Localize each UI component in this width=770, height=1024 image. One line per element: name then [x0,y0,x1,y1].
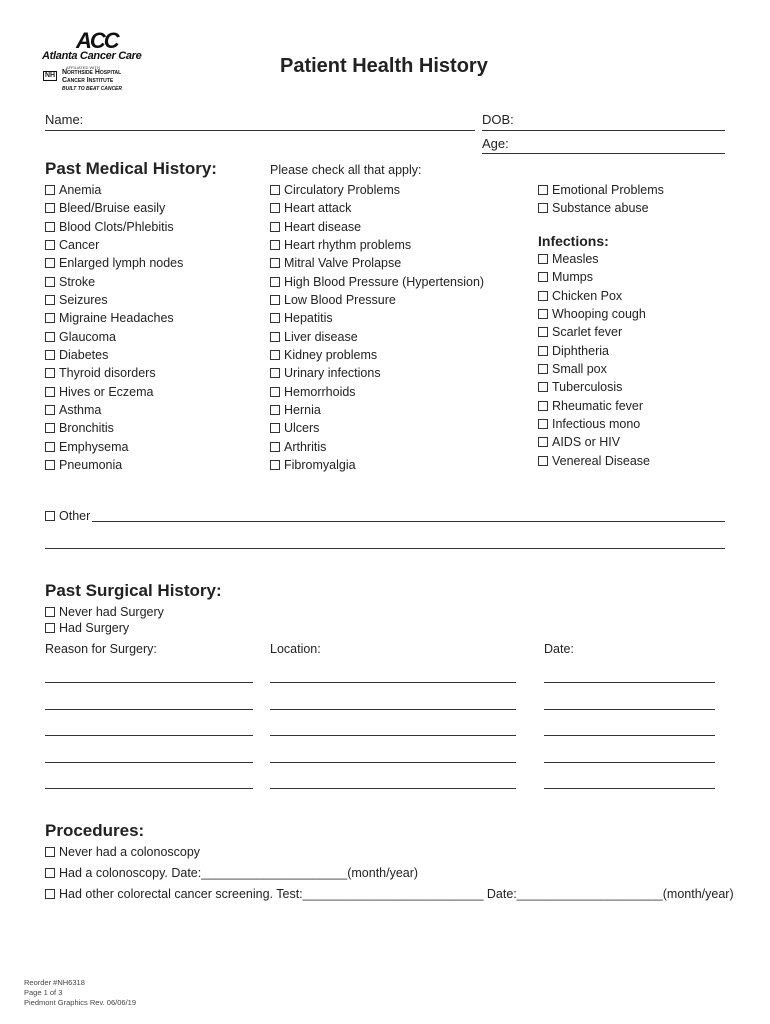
condition-label: Ulcers [284,421,320,436]
medical-list-col2 [270,181,484,475]
reason-field[interactable] [45,709,253,710]
reason-field[interactable] [45,735,253,736]
condition-item[interactable] [45,364,183,382]
condition-item[interactable] [45,346,183,364]
location-field[interactable] [270,788,516,789]
condition-item[interactable] [270,291,484,309]
condition-label: Cancer [59,238,100,253]
condition-label: Hepatitis [284,311,333,326]
condition-item[interactable] [270,236,484,254]
checkbox[interactable] [538,309,548,319]
age-field[interactable] [482,153,725,154]
condition-label: Heart attack [284,201,352,216]
surgery-option-label: Had Surgery [59,621,130,635]
condition-item[interactable] [45,291,183,309]
infection-item[interactable] [538,360,650,378]
screening-date-field[interactable]: _____________________ [516,887,663,901]
checkbox[interactable] [45,511,55,521]
checkbox[interactable] [270,222,280,232]
reason-field[interactable] [45,788,253,789]
checkbox[interactable] [270,460,280,470]
location-field[interactable] [270,682,516,683]
condition-label: Substance abuse [552,201,649,216]
age-label: Age: [482,136,509,151]
condition-item[interactable] [270,254,484,272]
colonoscopy-date-field[interactable]: _____________________ [201,866,348,880]
check-instruction: Please check all that apply: [270,163,422,177]
condition-label: Fibromyalgia [284,458,356,473]
date-field[interactable] [544,788,715,789]
condition-item[interactable] [45,309,183,327]
infection-label: Scarlet fever [552,325,623,340]
condition-item[interactable] [270,419,484,437]
condition-item[interactable] [270,199,484,217]
condition-label: Stroke [59,274,96,289]
checkbox[interactable] [538,419,548,429]
logo-hospital: Northside Hospital Cancer Institute [62,69,122,84]
infection-label: Whooping cough [552,307,646,322]
checkbox[interactable] [45,889,55,899]
checkbox[interactable] [45,460,55,470]
condition-item[interactable] [270,218,484,236]
infection-label: Diphtheria [552,343,609,358]
checkbox[interactable] [270,350,280,360]
condition-item[interactable] [270,328,484,346]
infections-heading: Infections: [538,233,609,249]
other-checkbox-item[interactable]: Other [45,509,90,523]
condition-item[interactable] [270,401,484,419]
infection-item[interactable] [538,397,650,415]
condition-label: Kidney problems [284,348,378,363]
checkbox[interactable] [270,203,280,213]
condition-label: Circulatory Problems [284,183,401,197]
reason-field[interactable] [45,682,253,683]
condition-item[interactable] [270,273,484,291]
northside-badge-icon: NH [44,72,56,79]
checkbox[interactable] [538,272,548,282]
checkbox[interactable] [45,623,55,633]
condition-item[interactable] [45,273,183,291]
checkbox[interactable] [538,346,548,356]
checkbox[interactable] [270,313,280,323]
checkbox[interactable] [270,277,280,287]
condition-label: Urinary infections [284,366,381,381]
date-field[interactable] [544,735,715,736]
condition-label: Emotional Problems [552,183,664,197]
date-field[interactable] [544,682,715,683]
medical-list-col1 [45,181,183,475]
condition-label: Bronchitis [59,421,114,436]
condition-label: Diabetes [59,348,109,363]
checkbox[interactable] [538,437,548,447]
surgery-option-label: Never had Surgery [59,605,164,619]
checkbox[interactable] [270,295,280,305]
checkbox[interactable] [45,350,55,360]
checkbox[interactable] [270,442,280,452]
condition-label: Heart disease [284,219,362,234]
condition-label: Liver disease [284,329,358,344]
location-field[interactable] [270,709,516,710]
checkbox[interactable] [538,364,548,374]
condition-item[interactable] [45,401,183,419]
checkbox[interactable] [270,405,280,415]
infection-label: Rheumatic fever [552,398,644,413]
condition-label: Emphysema [59,439,129,454]
condition-item[interactable] [45,236,183,254]
condition-label: Migraine Headaches [59,311,174,326]
condition-item[interactable] [45,383,183,401]
checkbox[interactable] [270,387,280,397]
checkbox[interactable] [45,295,55,305]
condition-label: Pneumonia [59,458,123,473]
infection-item[interactable] [538,305,650,323]
checkbox[interactable] [45,442,55,452]
checkbox[interactable] [538,203,548,213]
name-field[interactable] [45,130,475,131]
surgery-option-item[interactable] [45,603,164,619]
past-medical-heading: Past Medical History: [45,159,217,178]
condition-label: Anemia [59,183,102,197]
checkbox[interactable] [538,456,548,466]
logo-mark: ACC [76,28,118,53]
condition-item[interactable] [270,438,484,456]
checkbox[interactable] [45,405,55,415]
infection-item[interactable] [538,415,650,433]
page-title: Patient Health History [280,55,488,77]
location-field[interactable] [270,735,516,736]
checkbox[interactable] [45,847,55,857]
screening-test-field[interactable]: __________________________ [302,887,484,901]
checkbox[interactable] [270,185,280,195]
condition-item[interactable] [45,254,183,272]
date-field[interactable] [544,709,715,710]
checkbox[interactable] [45,240,55,250]
checkbox[interactable] [45,607,55,617]
procedures-heading: Procedures: [45,821,145,840]
checkbox[interactable] [45,277,55,287]
infections-list [538,250,650,470]
infection-label: Mumps [552,270,593,285]
checkbox[interactable] [45,368,55,378]
reason-label: Reason for Surgery: [45,642,157,656]
infection-item[interactable] [538,268,650,286]
other-screening-item[interactable]: Had other colorectal cancer screening. Test:__________________________ Date:_____________________(month/year) [45,887,734,901]
condition-item[interactable] [270,346,484,364]
logo [40,28,160,98]
surgery-options [45,603,164,635]
condition-label: Glaucoma [59,329,116,344]
condition-label: Blood Clots/Phlebitis [59,219,174,234]
location-label: Location: [270,642,321,656]
other-field[interactable] [92,521,725,522]
checkbox[interactable] [45,222,55,232]
infection-label: Infectious mono [552,417,641,432]
infection-item[interactable] [538,323,650,341]
surgery-option-item[interactable] [45,619,164,635]
condition-item[interactable] [45,181,183,199]
infection-item[interactable] [538,378,650,396]
condition-label: High Blood Pressure (Hypertension) [284,274,485,289]
checkbox[interactable] [45,332,55,342]
condition-item[interactable] [45,456,183,474]
condition-item[interactable] [538,199,664,217]
condition-label: Arthritis [284,439,327,454]
checkbox[interactable] [45,868,55,878]
checkbox[interactable] [45,185,55,195]
no-colonoscopy-item[interactable]: Never had a colonoscopy [45,845,200,859]
checkbox[interactable] [45,313,55,323]
checkbox[interactable] [45,258,55,268]
condition-item[interactable] [538,181,664,199]
logo-name: Atlanta Cancer Care [42,50,142,62]
had-colonoscopy-item[interactable]: Had a colonoscopy. Date:_____________________(month/year) [45,866,418,880]
checkbox[interactable] [45,203,55,213]
infection-item[interactable] [538,452,650,470]
infection-item[interactable] [538,433,650,451]
location-field[interactable] [270,762,516,763]
checkbox[interactable] [538,291,548,301]
checkbox[interactable] [45,423,55,433]
condition-item[interactable] [270,309,484,327]
date-label: Date: [544,642,574,656]
checkbox[interactable] [538,382,548,392]
condition-label: Enlarged lymph nodes [59,256,184,271]
checkbox[interactable] [270,368,280,378]
infection-label: Tuberculosis [552,380,623,395]
checkbox[interactable] [270,332,280,342]
infection-item[interactable] [538,250,650,268]
date-field[interactable] [544,762,715,763]
condition-item[interactable] [270,456,484,474]
dob-label: DOB: [482,112,514,127]
condition-label: Hives or Eczema [59,384,154,399]
condition-label: Hemorrhoids [284,384,356,399]
condition-item[interactable] [270,383,484,401]
condition-label: Mitral Valve Prolapse [284,256,402,271]
checkbox[interactable] [538,254,548,264]
checkbox[interactable] [538,185,548,195]
condition-label: Asthma [59,403,102,418]
checkbox[interactable] [270,240,280,250]
infection-item[interactable] [538,342,650,360]
condition-item[interactable] [45,199,183,217]
checkbox[interactable] [45,387,55,397]
condition-label: Hernia [284,403,321,418]
checkbox[interactable] [538,327,548,337]
condition-item[interactable] [270,364,484,382]
reason-field[interactable] [45,762,253,763]
infection-label: Venereal Disease [552,453,650,468]
logo-tagline: BUILT TO BEAT CANCER [62,86,122,92]
other-field-line2[interactable] [45,548,725,549]
medical-list-col3 [538,181,664,218]
logo-affiliated: AFFILIATED WITH [66,65,100,70]
infection-label: AIDS or HIV [552,435,621,450]
checkbox[interactable] [538,401,548,411]
condition-item[interactable] [45,438,183,456]
condition-item[interactable] [45,328,183,346]
condition-item[interactable] [270,181,484,199]
footer: Reorder #NH6318 Page 1 of 3 Piedmont Graphics Rev. 06/06/19 [24,978,137,1007]
condition-label: Heart rhythm problems [284,238,412,253]
name-label: Name: [45,112,84,127]
infection-label: Small pox [552,362,607,377]
infection-label: Chicken Pox [552,288,623,303]
infection-item[interactable] [538,287,650,305]
checkbox[interactable] [270,423,280,433]
condition-label: Low Blood Pressure [284,293,396,308]
condition-item[interactable] [45,218,183,236]
condition-label: Bleed/Bruise easily [59,201,166,216]
condition-label: Seizures [59,293,108,308]
checkbox[interactable] [270,258,280,268]
condition-label: Thyroid disorders [59,366,156,381]
dob-field[interactable] [482,130,725,131]
infection-label: Measles [552,252,599,266]
past-surgical-heading: Past Surgical History: [45,581,222,600]
condition-item[interactable] [45,419,183,437]
